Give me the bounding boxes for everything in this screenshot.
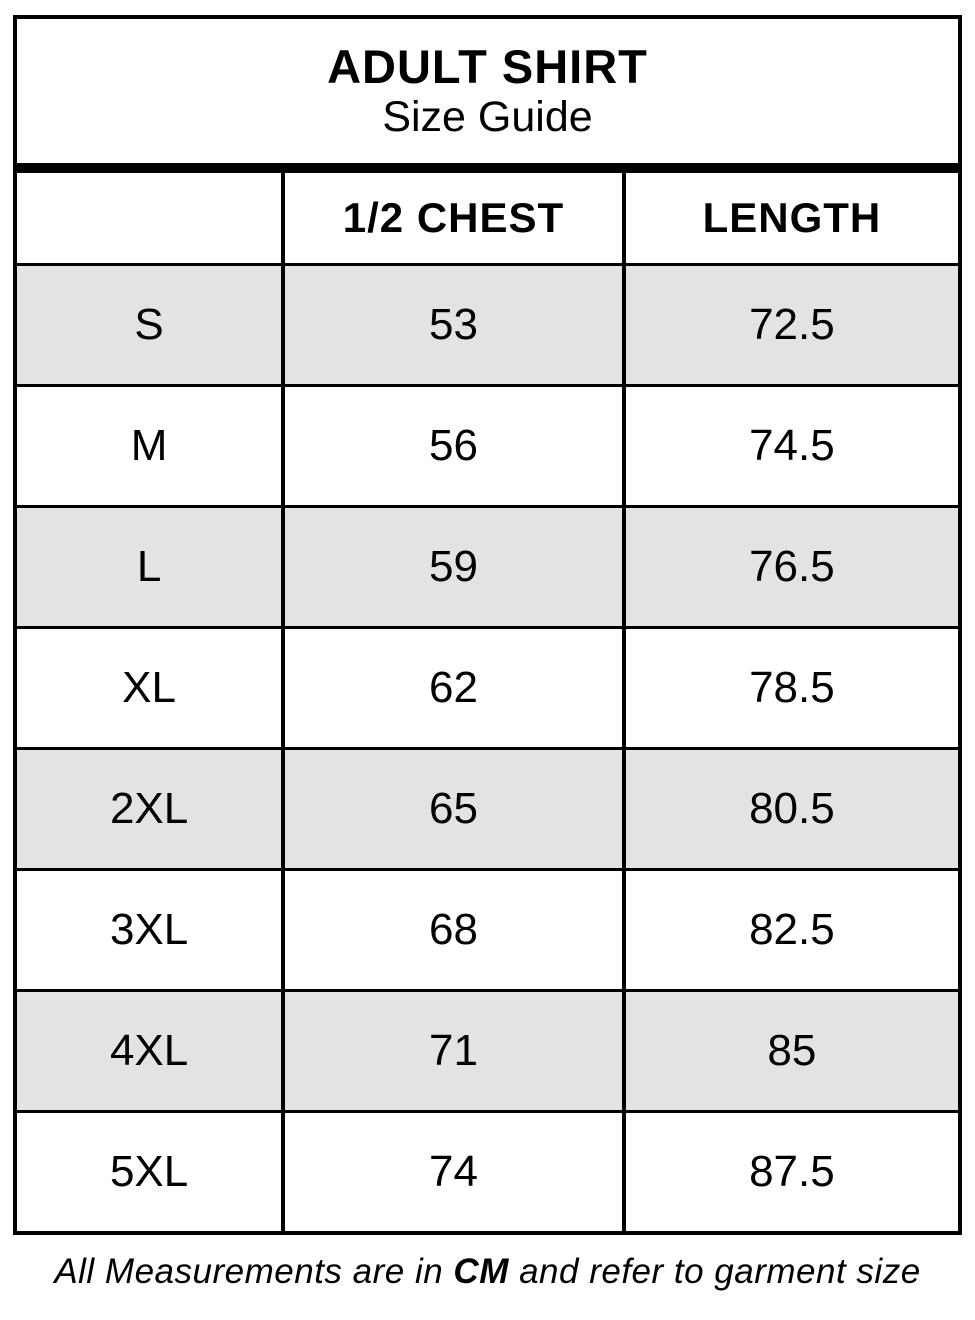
table-row-4xl <box>17 992 958 1113</box>
half-chest-value: 65 <box>285 750 626 868</box>
half-chest-value: 53 <box>285 266 626 384</box>
length-value: 82.5 <box>749 905 835 954</box>
table-row-5xl <box>17 1113 958 1231</box>
size-label: M <box>17 387 285 505</box>
size-label: 2XL <box>17 750 285 868</box>
header-half-chest: 1/2 CHEST <box>285 173 626 263</box>
size-label: 5XL <box>17 1113 285 1231</box>
length-value: 87.5 <box>749 1147 835 1196</box>
footer-note-prefix: All Measurements are in <box>54 1252 454 1291</box>
half-chest-value: 68 <box>285 871 626 989</box>
length-value: 76.5 <box>626 508 958 626</box>
table-row-2xl <box>17 750 958 871</box>
size-label: S <box>17 266 285 384</box>
half-chest-value: 74 <box>285 1113 626 1231</box>
length-value: 74.5 <box>749 421 835 470</box>
table-row-xl <box>17 629 958 750</box>
half-chest-value: 62 <box>285 629 626 747</box>
footer-note-unit: CM <box>453 1252 509 1291</box>
table-row-3xl <box>17 871 958 992</box>
length-value: 72.5 <box>626 266 958 384</box>
footer-note <box>0 1252 975 1292</box>
table-title <box>17 19 958 173</box>
table-row-m <box>17 387 958 508</box>
half-chest-value: 71 <box>285 992 626 1110</box>
length-value: 78.5 <box>749 663 835 712</box>
table-header-row <box>17 173 958 266</box>
size-label: 3XL <box>17 871 285 989</box>
table-row-s <box>17 266 958 387</box>
size-label: L <box>17 508 285 626</box>
size-label: XL <box>17 629 285 747</box>
length-value: 85 <box>626 992 958 1110</box>
table-row-l <box>17 508 958 629</box>
size-label: 4XL <box>17 992 285 1110</box>
half-chest-value: 59 <box>285 508 626 626</box>
header-length: LENGTH <box>702 194 882 241</box>
footer-note-suffix: and refer to garment size <box>508 1252 921 1291</box>
half-chest-value: 56 <box>285 387 626 505</box>
header-size-blank <box>17 173 285 263</box>
title-line2: Size Guide <box>382 93 593 142</box>
size-guide-table <box>13 15 962 1235</box>
length-value: 80.5 <box>626 750 958 868</box>
title-line1: ADULT SHIRT <box>327 39 648 93</box>
